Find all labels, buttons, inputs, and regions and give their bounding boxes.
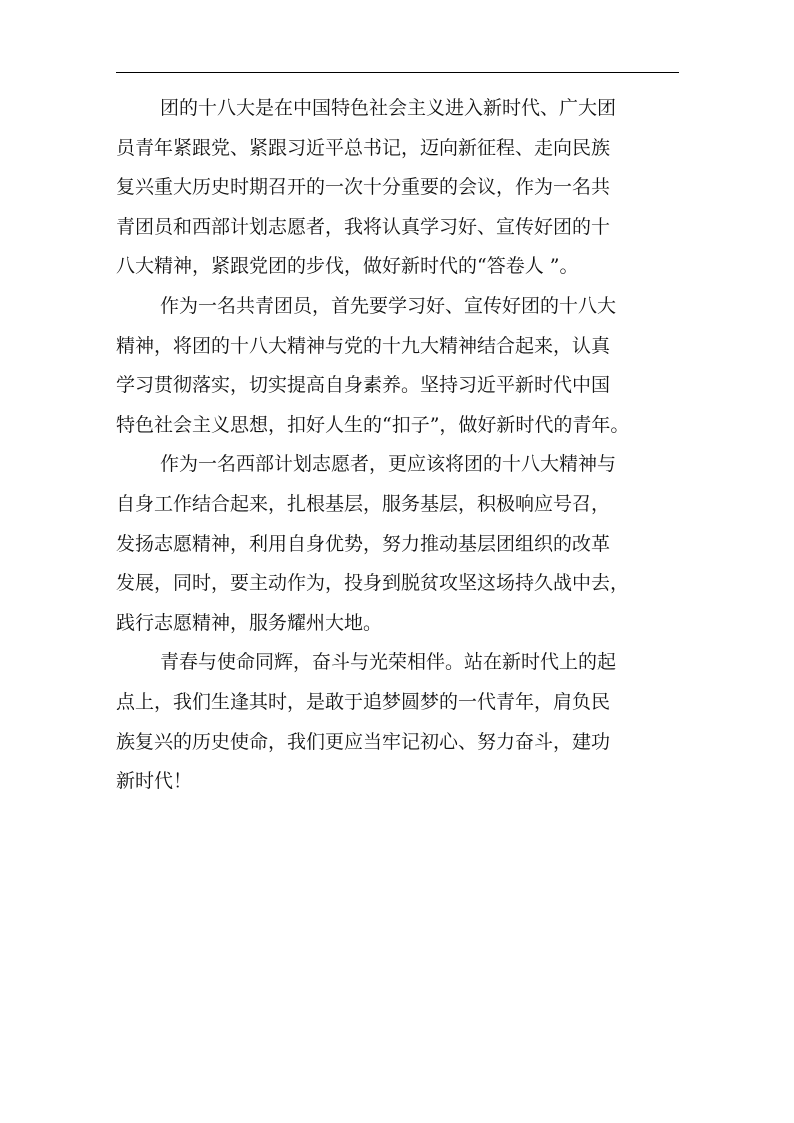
- text-line: 发扬志愿精神，利用自身优势，努力推动基层团组织的改革: [116, 532, 611, 555]
- paragraph-2: [116, 287, 682, 445]
- paragraph-4: [116, 643, 682, 801]
- paragraph-1: [116, 89, 682, 287]
- text-line: 发展，同时，要主动作为，投身到脱贫攻坚这场持久战中去，: [116, 572, 630, 595]
- text-line: 点上，我们生逢其时，是敢于追梦圆梦的一代青年，肩负民: [116, 690, 611, 713]
- text-line: 员青年紧跟党、紧跟习近平总书记，迈向新征程、走向民族: [116, 136, 611, 159]
- text-line: 八大精神，紧跟党团的步伐，做好新时代的“答卷人 ”。: [116, 255, 579, 278]
- text-line: 作为一名共青团员，首先要学习好、宣传好团的十八大: [160, 294, 617, 317]
- document-body: [116, 89, 682, 802]
- paragraph-3: [116, 445, 682, 643]
- text-line: 青团员和西部计划志愿者，我将认真学习好、宣传好团的十: [116, 215, 611, 238]
- text-line: 团的十八大是在中国特色社会主义进入新时代、广大团: [160, 97, 617, 119]
- text-line: 族复兴的历史使命，我们更应当牢记初心、努力奋斗，建功: [116, 730, 611, 753]
- text-line: 新时代！: [116, 770, 193, 793]
- text-line: 自身工作结合起来，扎根基层，服务基层，积极响应号召，: [116, 492, 611, 515]
- text-line: 作为一名西部计划志愿者，更应该将团的十八大精神与: [160, 453, 617, 476]
- header-rule: [116, 72, 679, 73]
- text-line: 青春与使命同辉，奋斗与光荣相伴。站在新时代上的起: [160, 651, 617, 674]
- text-line: 学习贯彻落实，切实提高自身素养。坚持习近平新时代中国: [116, 374, 611, 397]
- text-line: 复兴重大历史时期召开的一次十分重要的会议，作为一名共: [116, 176, 611, 199]
- text-line: 特色社会主义思想，扣好人生的“扣子”，做好新时代的青年。: [116, 413, 630, 436]
- text-line: 精神，将团的十八大精神与党的十九大精神结合起来，认真: [116, 334, 611, 357]
- text-line: 践行志愿精神，服务耀州大地。: [116, 611, 383, 634]
